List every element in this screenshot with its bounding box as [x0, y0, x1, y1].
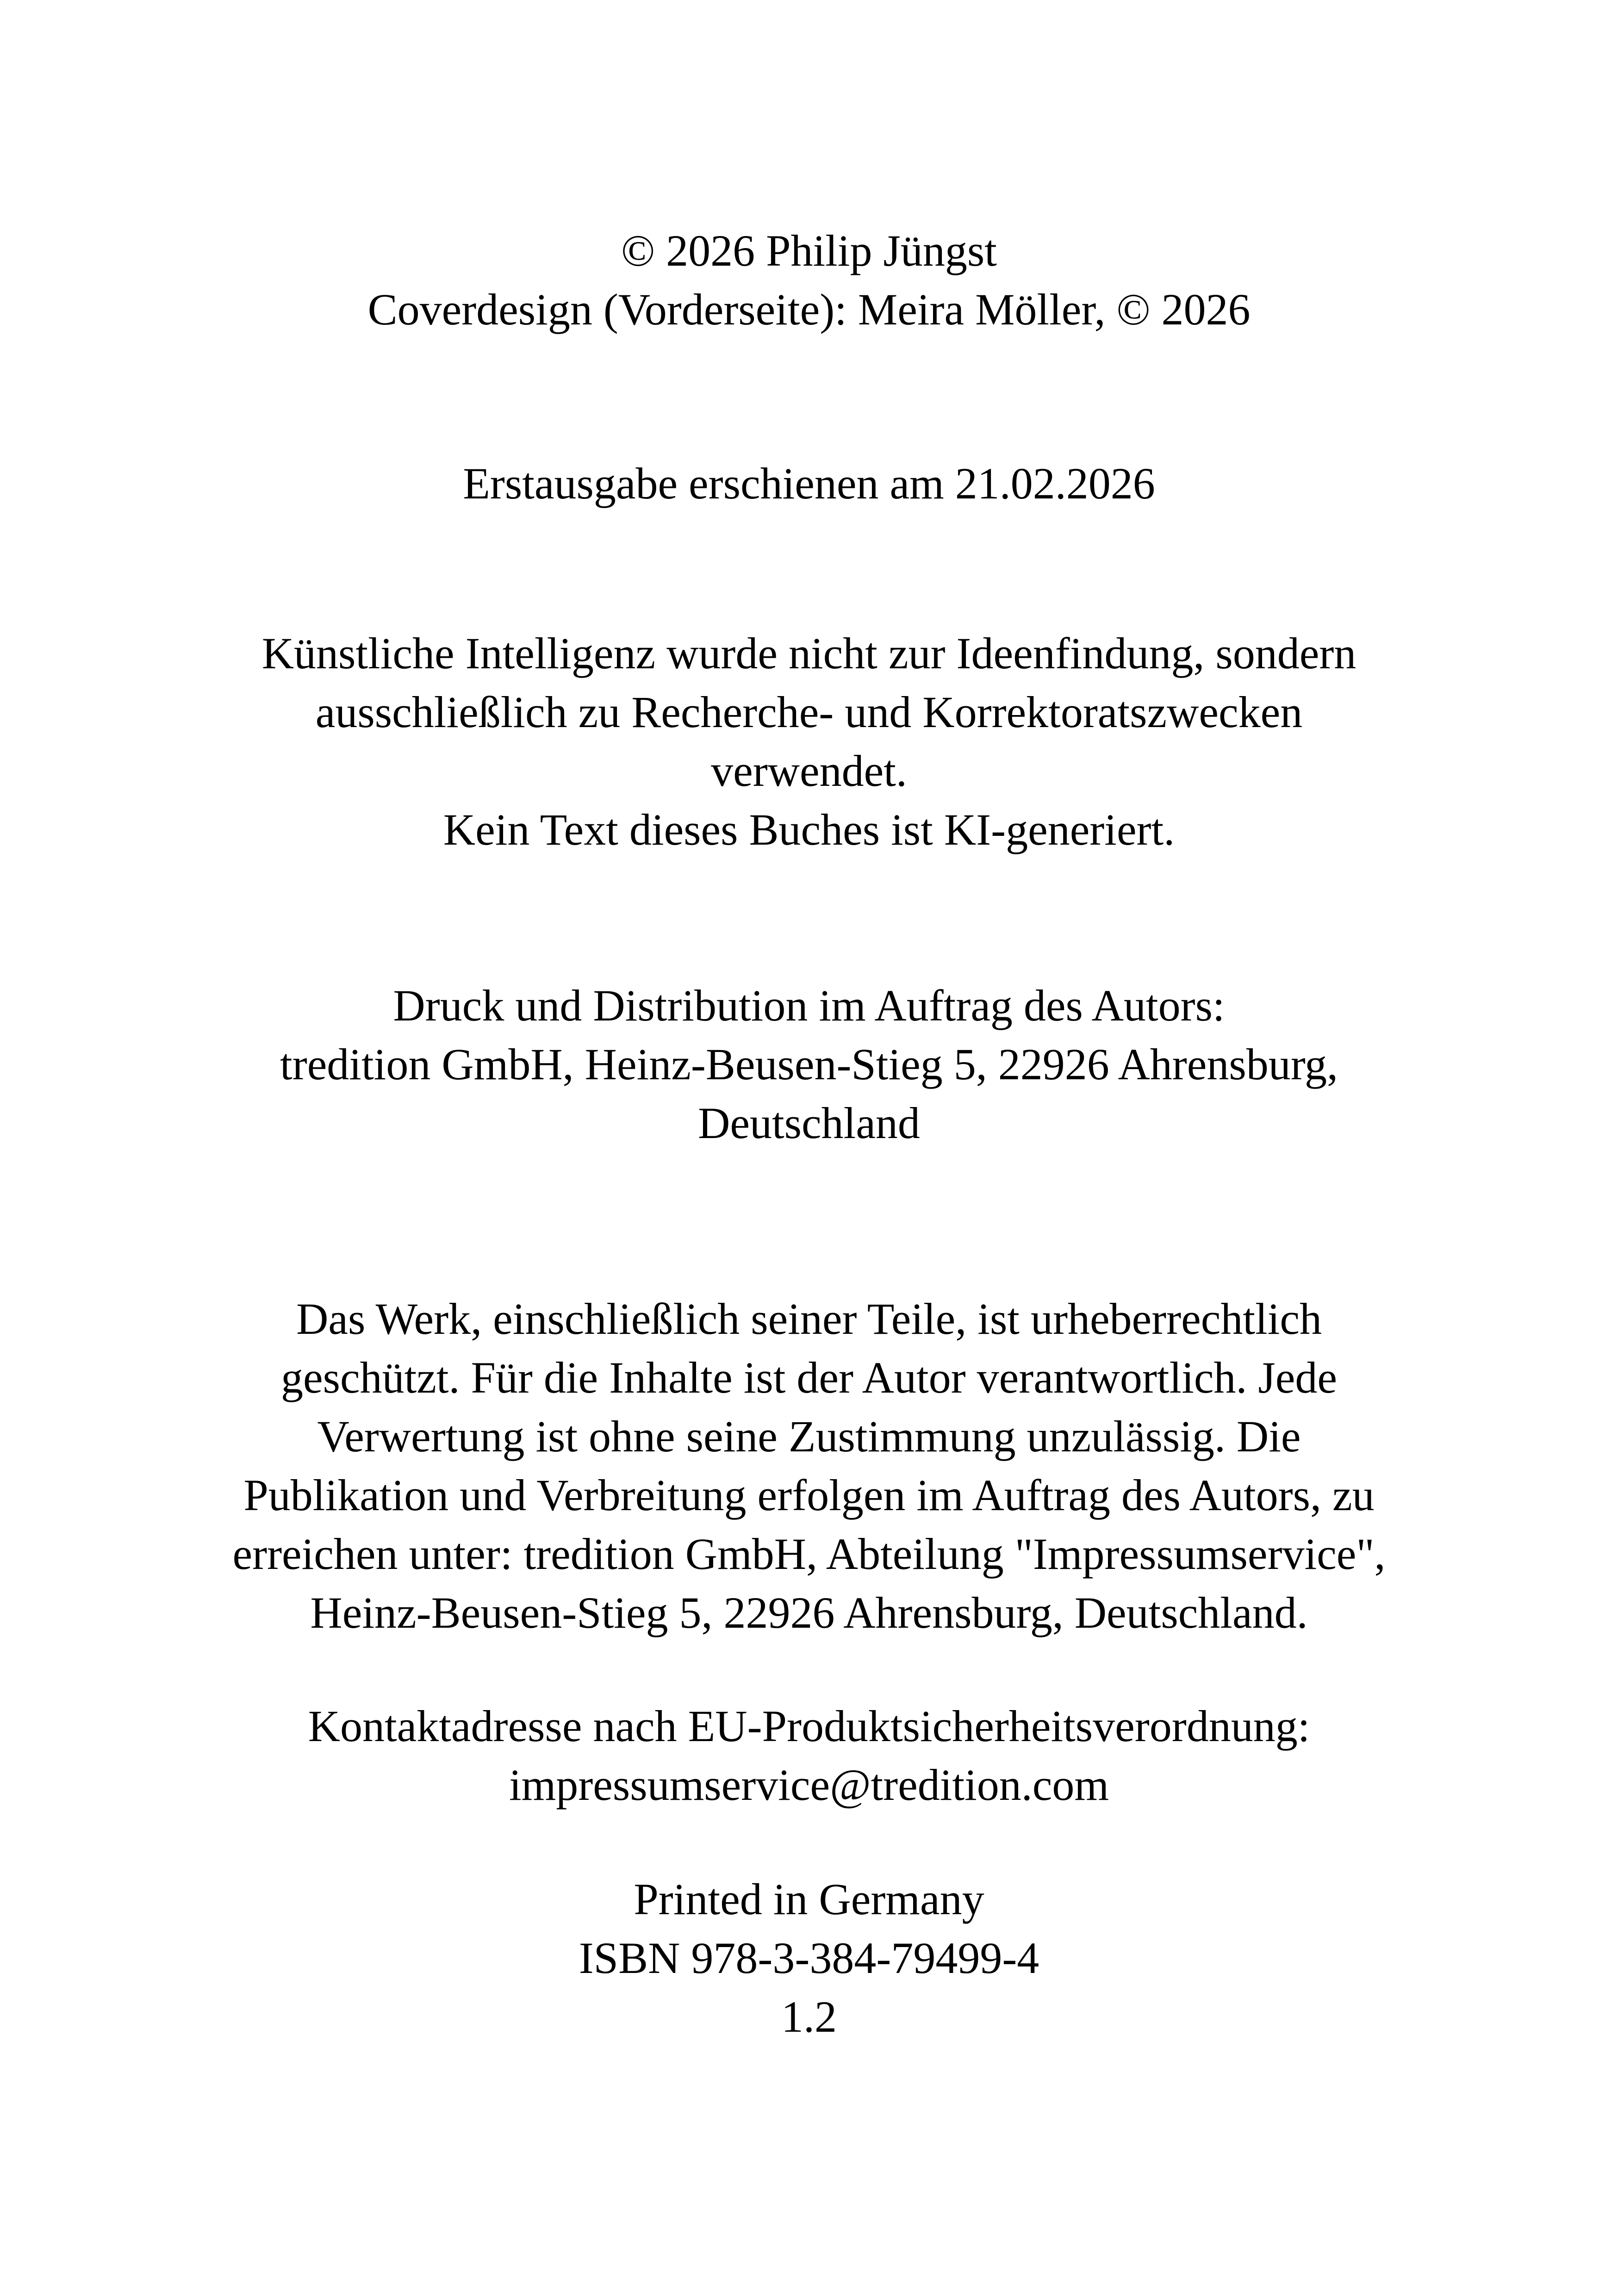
version-number: 1.2	[781, 1992, 837, 2041]
printing-line: Druck und Distribution im Auftrag des Autors:	[393, 981, 1225, 1030]
ai-notice-line: Künstliche Intelligenz wurde nicht zur Ideenfindung, sondern	[261, 628, 1357, 678]
imprint-block	[0, 1870, 1618, 2046]
ai-notice-block	[0, 624, 1618, 859]
edition-block	[0, 454, 1618, 513]
contact-email: impressumservice@tredition.com	[509, 1760, 1109, 1810]
contact-block	[0, 1697, 1618, 1814]
legal-notice-line: Verwertung ist ohne seine Zustimmung unzulässig. Die	[317, 1412, 1301, 1461]
first-edition-date-line: Erstausgabe erschienen am 21.02.2026	[463, 459, 1155, 508]
ai-notice-line: Kein Text dieses Buches ist KI-generiert.	[443, 805, 1175, 854]
printing-address-line: tredition GmbH, Heinz-Beusen-Stieg 5, 22926 Ahrensburg,	[280, 1039, 1338, 1089]
legal-notice-line: Publikation und Verbreitung erfolgen im Auftrag des Autors, zu	[243, 1470, 1375, 1520]
ai-notice-line: verwendet.	[711, 746, 907, 796]
legal-notice-block	[0, 1289, 1618, 1642]
printed-in-line: Printed in Germany	[634, 1874, 984, 1924]
legal-notice-line: geschützt. Für die Inhalte ist der Autor verantwortlich. Jede	[280, 1353, 1337, 1402]
printing-country-line: Deutschland	[698, 1098, 920, 1148]
legal-notice-line: Das Werk, einschließlich seiner Teile, ist urheberrechtlich	[296, 1294, 1322, 1344]
ai-notice-line: ausschließlich zu Recherche- und Korrektoratszwecken	[315, 687, 1303, 737]
contact-heading-line: Kontaktadresse nach EU-Produktsicherheitsverordnung:	[308, 1701, 1310, 1751]
copyright-block	[0, 221, 1618, 339]
legal-notice-line: erreichen unter: tredition GmbH, Abteilung "Impressumservice",	[232, 1529, 1386, 1579]
cover-design-credit-line: Coverdesign (Vorderseite): Meira Möller, © 2026	[367, 285, 1251, 334]
printing-distribution-block	[0, 976, 1618, 1152]
isbn-line: ISBN 978-3-384-79499-4	[579, 1933, 1039, 1983]
legal-notice-line: Heinz-Beusen-Stieg 5, 22926 Ahrensburg, Deutschland.	[310, 1588, 1308, 1637]
copyright-author-line: © 2026 Philip Jüngst	[621, 226, 997, 275]
